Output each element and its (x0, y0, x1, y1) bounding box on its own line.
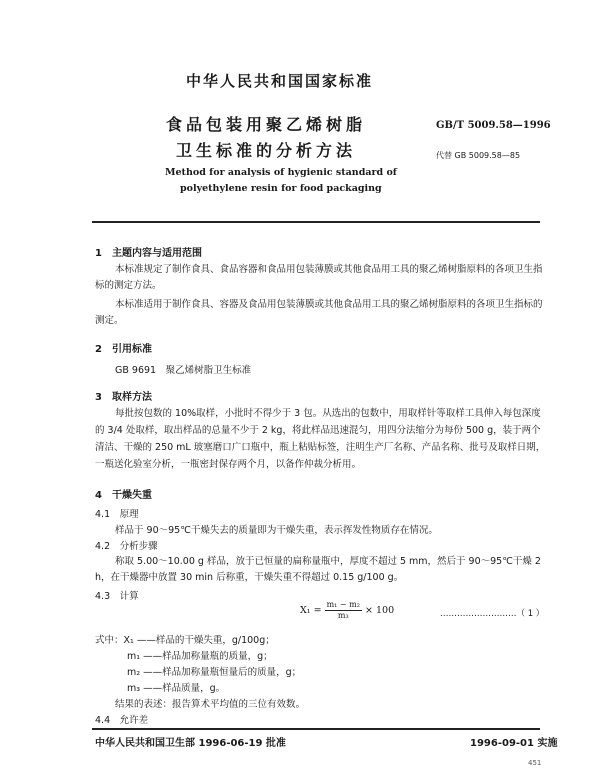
document-title-en-line1: Method for analysis of hygienic standard of (165, 167, 397, 178)
replaces-note: 代替 GB 5009.58—85 (436, 151, 521, 160)
effective-date: 1996-09-01 实施 (470, 738, 558, 749)
section-2-reference: GB 9691 聚乙烯树脂卫生标准 (115, 365, 252, 376)
formula (300, 600, 394, 621)
formula-numerator: m₁ − m₂ (326, 600, 360, 609)
section-4-2-heading: 4.2 分析步骤 (95, 541, 158, 552)
section-4-3-heading: 4.3 计算 (95, 591, 139, 602)
document-title-cn-line2: 卫生标准的分析方法 (176, 141, 357, 160)
section-1-heading: 1 主题内容与适用范围 (95, 248, 202, 259)
section-4-2-text: 称取 5.00～10.00 g 样品，放于已恒量的扁称量瓶中，厚度不超过 5 mm，然后于 90～95℃干燥 2 h，在干燥器中放置 30 min 后称重，干燥失重不得超过 0.15 g/100 g。 (95, 556, 541, 583)
where-line-1: 式中：X₁ ——样品的干燥失重，g/100g； (95, 635, 275, 646)
section-4-1-text: 样品于 90～95℃干燥失去的质量即为干燥失重，表示挥发性物质存在情况。 (115, 525, 438, 536)
section-3-heading: 3 取样方法 (95, 392, 152, 403)
formula-lhs: X₁ = (300, 605, 322, 616)
section-3-para: 每批按包数的 10%取样，小批时不得少于 3 包。从选出的包数中，用取样针等取样工具伸入每包深度的 3/4 处取样，取出样品的总量不少于 2 kg，将此样品迅速混匀，用四分法缩分为每份 500 g，装于两个清洁、干燥的 250 mL 玻塞磨口广口瓶中，瓶上粘贴标签，注明生产厂名称、产品名称、批号及取样日期，一瓶送化验室分析，一瓶密封保存两个月，以备作仲裁分析用。 (95, 408, 546, 470)
formula-fraction (325, 600, 362, 621)
formula-denominator: m₃ (337, 611, 349, 620)
section-4-1-heading: 4.1 原理 (95, 509, 139, 520)
approval-note: 中华人民共和国卫生部 1996-06-19 批准 (95, 738, 286, 749)
where-line-4: m₃ ——样品质量，g。 (127, 683, 226, 694)
where-line-2: m₁ ——样品加称量瓶的质量，g； (127, 651, 273, 662)
standard-code: GB/T 5009.58—1996 (436, 120, 551, 131)
result-expression: 结果的表述：报告算术平均值的三位有效数。 (115, 699, 306, 710)
section-1-para-2: 本标准适用于制作食具、容器及食品用包装薄膜或其他食品用工具的聚乙烯树脂原料的各项卫生指标的测定。 (95, 299, 543, 326)
section-1-para-1: 本标准规定了制作食具、食品容器和食品用包装薄膜或其他食品用工具的聚乙烯树脂原料的各项卫生指标的测定方法。 (95, 264, 543, 291)
section-4-heading: 4 干燥失重 (95, 490, 152, 501)
where-line-3: m₂ ——样品加称量瓶恒量后的质量，g； (127, 667, 302, 678)
national-standard-title: 中华人民共和国国家标准 (186, 72, 374, 90)
page-number: 451 (528, 759, 542, 767)
header-divider (92, 221, 540, 223)
section-4-4-heading: 4.4 允许差 (95, 715, 149, 726)
document-title-en-line2: polyethylene resin for food packaging (180, 183, 382, 194)
formula-rhs: × 100 (365, 605, 395, 616)
document-title-cn-line1: 食品包装用聚乙烯树脂 (166, 115, 367, 134)
section-2-heading: 2 引用标准 (95, 344, 152, 355)
footer-divider (92, 728, 540, 730)
formula-number: ………………………（ 1 ） (440, 609, 545, 619)
